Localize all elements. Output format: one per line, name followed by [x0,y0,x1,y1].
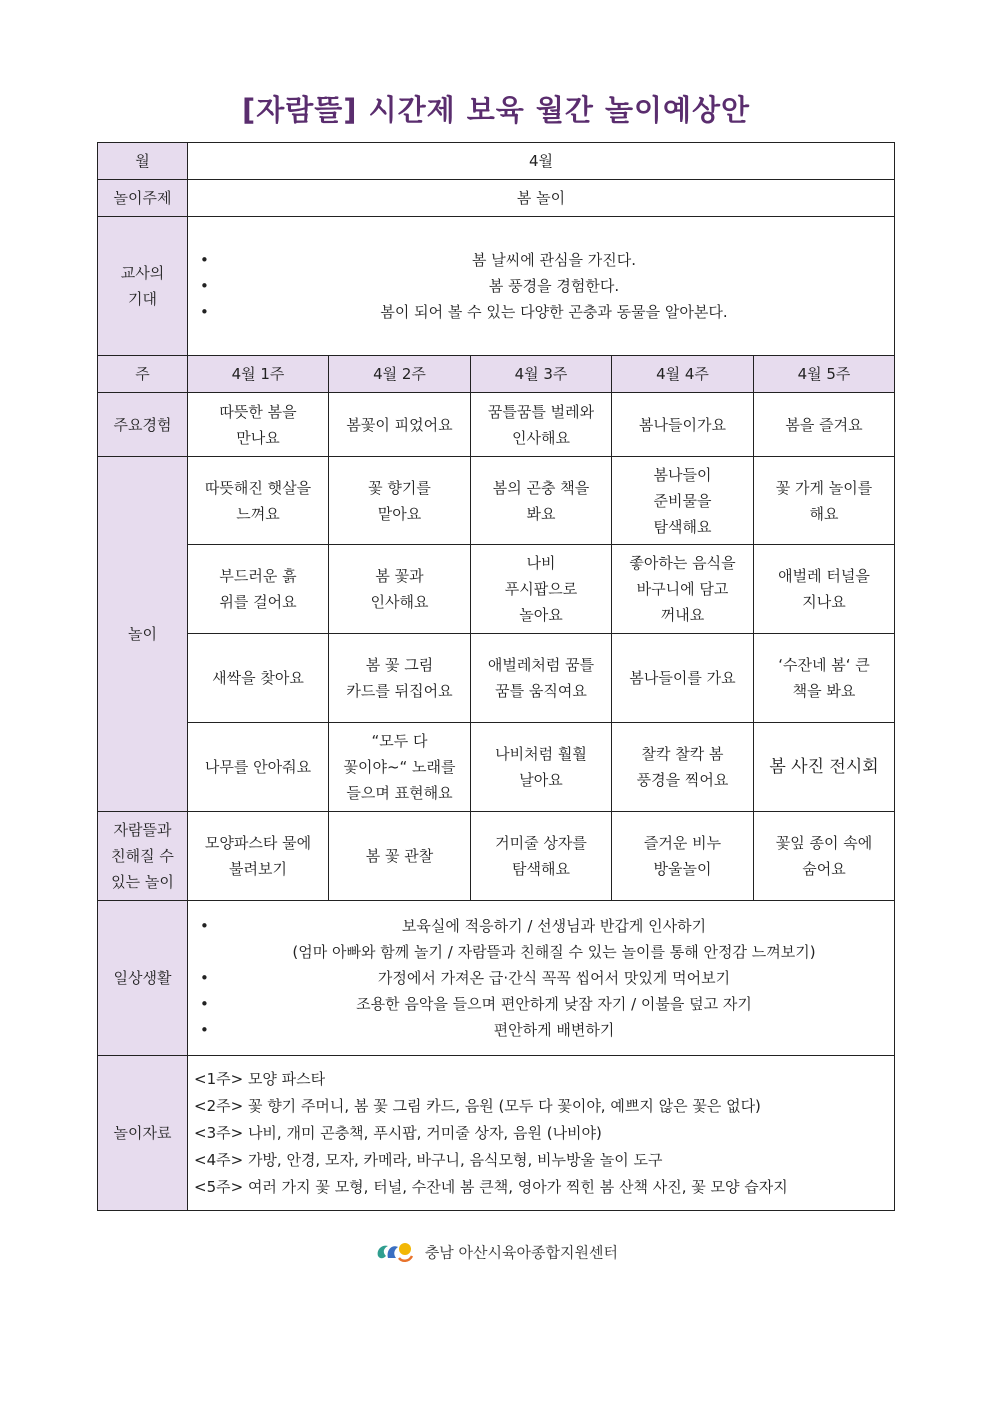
play-cell [471,457,612,545]
cell-line: 있는 놀이 [111,873,174,891]
materials-item: <1주> 모양 파스타 [194,1069,326,1088]
play-cell [612,634,754,723]
main-experience-cell [754,393,895,457]
footer-org-name: 충남 아산시육아종합지원센터 [424,1243,618,1262]
cell-line: 나비 [526,554,556,572]
cell-line: 애벌레 터널을 [778,567,870,585]
play-cell [754,723,895,812]
daily-life-row [98,901,895,1056]
cell-line: 탐색해요 [512,860,570,878]
expectation-row [98,217,895,356]
cell-line: 꿈틀꿈틀 벌레와 [487,402,595,421]
daily-life-list [194,965,888,1043]
play-cell [329,634,471,723]
week-header: 4월 3주 [471,356,612,393]
friendly-play-row [98,812,895,901]
play-cell [329,457,471,545]
footer [0,1238,992,1268]
cell-line: 만나요 [236,428,280,447]
cell-line: ‘수잔네 봄‘ 큰 [778,656,870,674]
play-cell [188,723,329,812]
materials-row [98,1056,895,1211]
play-cell [188,545,329,634]
month-label: 월 [98,143,188,180]
materials-item: <2주> 꽃 향기 주머니, 봄 꽃 그림 카드, 음원 (모두 다 꽃이야, 예쁘지 않은 꽃은 없다) [194,1096,761,1115]
cell-line: 따뜻한 봄을 [219,402,297,421]
daily-life-item [220,913,888,939]
expectation-item: • 봄이 되어 볼 수 있는 다양한 곤충과 동물을 알아본다. [220,299,888,325]
cell-line: 봄 꽃과 [375,567,424,585]
month-row [98,143,895,180]
play-row [98,634,895,723]
materials-item: <5주> 여러 가지 꽃 모형, 터널, 수잔네 봄 큰책, 영아가 찍힌 봄 산책 사진, 꽃 모양 습자지 [194,1177,788,1196]
cell-line: 꺼내요 [660,606,705,624]
cell-line: 책을 봐요 [792,682,856,700]
play-cell [612,723,754,812]
week-header: 4월 5주 [754,356,895,393]
play-cell [754,545,895,634]
cell-line: 풍경을 찍어요 [636,771,729,789]
plan-table [97,142,895,1211]
cell-line: 부드러운 흙 [219,567,297,585]
cell-line: 카드를 뒤집어요 [346,682,453,700]
cell-line: 봄꽃이 피었어요 [346,415,453,434]
cell-line: 자람뜰과 [113,821,172,839]
month-value: 4월 [188,143,895,180]
cell-line: 봐요 [526,504,556,523]
cell-line: 방울놀이 [653,860,712,878]
daily-life-item: • 가정에서 가져온 급·간식 꼭꼭 씹어서 맛있게 먹어보기 [220,965,888,991]
expectation-list [194,247,888,325]
cell-line: 인사해요 [512,428,570,447]
theme-label: 놀이주제 [98,180,188,217]
daily-life-item: • 편안하게 배변하기 [220,1017,888,1043]
cell-line: 바구니에 담고 [636,580,729,598]
materials-label: 놀이자료 [98,1056,188,1211]
friendly-play-cell [612,812,754,901]
cell-line: 꿈틀 움직여요 [495,682,587,700]
week-header: 4월 2주 [329,356,471,393]
cell-line: 꽃이야~“ 노래를 [343,758,456,776]
cell-line: 봄나들이를 가요 [629,669,736,687]
cell-line: 꽃 가게 놀이를 [775,478,873,497]
center-logo-icon [374,1238,414,1268]
daily-life-content [188,901,895,1056]
main-experience-label: 주요경험 [98,393,188,457]
cell-line: 애벌레처럼 꿈틀 [487,656,595,674]
play-row [98,545,895,634]
cell-line: “모두 다 [371,732,428,750]
play-cell [188,634,329,723]
cell-line: 꽃잎 종이 속에 [775,834,873,852]
play-cell [329,723,471,812]
expectation-item: • 봄 날씨에 관심을 가진다. [220,247,888,273]
cell-line: 나비처럼 훨훨 [495,745,587,763]
week-header: 4월 1주 [188,356,329,393]
main-experience-cell [471,393,612,457]
materials-content [188,1056,895,1211]
cell-line: 봄 꽃 관찰 [365,847,434,865]
cell-line: 친해질 수 [111,847,174,865]
weeks-label: 주 [98,356,188,393]
cell-line: 모양파스타 물에 [204,834,312,852]
cell-line: 위를 걸어요 [219,593,297,611]
expectation-item: • 봄 풍경을 경험한다. [220,273,888,299]
expectation-content [188,217,895,356]
cell-line: 봄 사진 전시회 [769,757,879,777]
cell-line: 탐색해요 [653,517,712,536]
daily-life-item: • 조용한 음악을 들으며 편안하게 낮잠 자기 / 이불을 덮고 자기 [220,991,888,1017]
cell-line: 봄나들이가요 [639,415,726,434]
play-cell [329,545,471,634]
main-experience-cell [329,393,471,457]
cell-line: 찰칵 찰칵 봄 [641,745,724,763]
cell-line: 준비물을 [653,491,712,510]
friendly-play-label [98,812,188,901]
cell-line: 새싹을 찾아요 [212,669,304,687]
expectation-label [98,217,188,356]
friendly-play-cell [471,812,612,901]
cell-line: 지나요 [802,593,846,611]
cell-line: 불려보기 [229,860,287,878]
cell-line: 따뜻해진 햇살을 [204,478,312,497]
cell-line: 숨어요 [802,860,846,878]
theme-row [98,180,895,217]
play-label: 놀이 [98,457,188,812]
cell-line: 좋아하는 음식을 [629,554,736,572]
friendly-play-cell [754,812,895,901]
cell-line: 들으며 표현해요 [346,784,453,802]
play-cell [612,457,754,545]
expectation-label-line: 기대 [128,290,157,308]
cell-line: 푸시팝으로 [504,580,578,598]
page-title: [자람뜰] 시간제 보육 월간 놀이예상안 [241,93,751,127]
play-row [98,457,895,545]
expectation-label-line: 교사의 [120,264,165,282]
materials-item: <3주> 나비, 개미 곤충책, 푸시팝, 거미줄 상자, 음원 (나비야) [194,1123,602,1142]
friendly-play-cell [329,812,471,901]
cell-line: 꽃 향기를 [368,478,431,497]
play-cell [754,634,895,723]
cell-line: 해요 [809,504,839,523]
play-cell [471,723,612,812]
main-experience-row [98,393,895,457]
weeks-row [98,356,895,393]
cell-line: 느껴요 [236,504,280,523]
cell-line: 날아요 [519,771,563,789]
play-cell [612,545,754,634]
theme-value: 봄 놀이 [188,180,895,217]
cell-line: 인사해요 [370,593,429,611]
play-cell [471,634,612,723]
play-cell [188,457,329,545]
play-row [98,723,895,812]
daily-life-subnote: (엄마 아빠와 함께 놀기 / 자람뜰과 친해질 수 있는 놀이를 통해 안정감 느껴보기) [292,943,816,961]
friendly-play-cell [188,812,329,901]
cell-line: 거미줄 상자를 [495,834,587,852]
main-experience-cell [188,393,329,457]
cell-line: 봄 꽃 그림 [365,656,434,674]
cell-line: 놀아요 [519,606,563,624]
daily-life-label: 일상생활 [98,901,188,1056]
cell-line: 봄을 즐겨요 [785,415,863,434]
play-cell [754,457,895,545]
cell-line: 맡아요 [377,504,422,523]
cell-line: 봄의 곤충 책을 [492,478,590,497]
materials-item: <4주> 가방, 안경, 모자, 카메라, 바구니, 음식모형, 비누방울 놀이 도구 [194,1150,663,1169]
daily-life-list [194,913,888,939]
play-cell [471,545,612,634]
cell-line: 즐거운 비누 [643,834,722,852]
daily-life-text: 보육실에 적응하기 / 선생님과 반갑게 인사하기 [401,917,707,935]
main-experience-cell [612,393,754,457]
cell-line: 나무를 안아줘요 [204,758,312,776]
week-header: 4월 4주 [612,356,754,393]
cell-line: 봄나들이 [653,465,712,484]
